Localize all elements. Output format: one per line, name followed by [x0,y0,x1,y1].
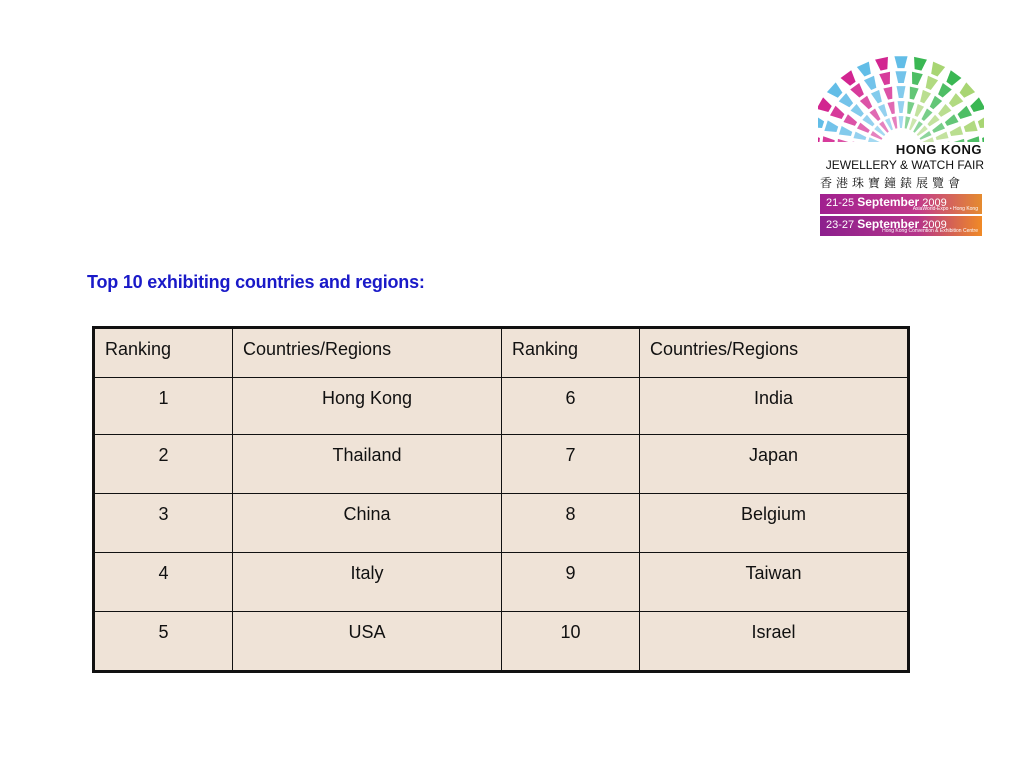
country-cell: USA [233,612,502,672]
fan-ray-segment [945,114,959,126]
country-cell: Israel [640,612,909,672]
fan-ray-segment [897,86,906,98]
rank-cell: 7 [502,435,640,494]
country-cell: Hong Kong [233,378,502,435]
country-cell: China [233,494,502,553]
date-band-2 [820,216,982,236]
fan-ray-segment [982,134,984,142]
fair-logo [818,42,984,238]
fan-ray-segment [930,96,942,110]
band2-venue: Hong Kong Convention & Exhibition Centre [882,228,978,234]
fan-ray-segment [839,93,853,107]
country-cell: Japan [640,435,909,494]
fan-graphic [818,42,984,142]
fan-ray-segment [869,108,880,121]
table-row [94,553,909,612]
fan-ray-segment [920,90,931,104]
fan-ray-segment [864,76,876,90]
fan-ray-segment [905,116,911,128]
country-cell: Italy [233,553,502,612]
band2-year: 2009 [922,219,947,231]
rank-cell: 10 [502,612,640,672]
band1-dates: 21-25 [826,197,855,209]
rank-cell: 6 [502,378,640,435]
header-countries: Countries/Regions [233,328,502,378]
fan-ray-segment [949,93,963,107]
header-ranking: Ranking [502,328,640,378]
fan-ray-segment [895,71,906,83]
fan-ray-segment [950,126,963,136]
fan-ray-segment [878,104,887,117]
band1-year: 2009 [922,197,947,209]
fan-ray-segment [958,106,972,119]
fan-ray-segment [932,123,945,133]
fan-ray-segment [883,87,892,100]
fan-ray-segment [857,123,870,133]
fan-ray-segment [899,116,904,128]
fan-ray-segment [841,70,856,85]
country-cell: Belgium [640,494,909,553]
rank-cell: 8 [502,494,640,553]
country-cell: Taiwan [640,553,909,612]
table-row [94,435,909,494]
fan-ray-segment [938,83,952,98]
fan-ray-segment [978,115,984,128]
fan-ray-segment [914,57,927,71]
header-countries: Countries/Regions [640,328,909,378]
fan-ray-segment [894,56,907,68]
fan-ray-segment [927,115,939,127]
fan-ray-segment [824,120,838,132]
fan-ray-segment [851,104,864,117]
logo-chinese-name: 香港珠寶鐘錶展覽會 [820,176,965,190]
fan-ray-segment [931,62,945,77]
table-row [94,612,909,672]
fan-ray-segment [912,72,923,85]
fan-ray-segment [818,134,820,142]
fan-ray-segment [850,83,864,98]
fan-ray-segment [843,114,857,126]
fan-ray-segment [892,116,898,128]
fan-ray-segment [926,76,938,90]
country-cell: India [640,378,909,435]
fan-ray-segment [907,101,914,114]
band2-dates: 23-27 [826,219,855,231]
date-band-1 [820,194,982,214]
rank-cell: 3 [94,494,233,553]
band2-month: September [857,217,920,231]
country-cell: Thailand [233,435,502,494]
fan-ray-segment [910,87,919,100]
fan-ray-segment [915,104,924,117]
rank-cell: 9 [502,553,640,612]
table-row [94,494,909,553]
fan-ray-segment [898,101,905,113]
page-heading: Top 10 exhibiting countries and regions: [87,272,425,292]
rank-cell: 4 [94,553,233,612]
table-header-row [94,328,909,378]
fan-ray-segment [960,82,976,97]
fan-ray-segment [818,115,824,128]
fan-ray-segment [887,101,894,114]
rank-cell: 5 [94,612,233,672]
logo-fair-name: JEWELLERY & WATCH FAIR [825,158,984,172]
fan-ray-segment [862,115,874,127]
fan-ray-segment [875,57,888,71]
fan-ray-segment [818,97,832,112]
fan-ray-segment [946,70,961,85]
logo-hong-kong: HONG KONG [895,142,982,157]
fan-ray-segment [879,72,890,85]
fan-ray-segment [938,104,951,117]
rank-cell: 2 [94,435,233,494]
ranking-table [92,326,910,673]
fan-ray-segment [970,97,984,112]
fan-ray-segment [964,120,978,132]
fan-ray-segment [830,106,844,119]
fan-ray-segment [853,132,866,140]
band1-venue: AsiaWorld-Expo • Hong Kong [912,206,978,212]
fan-ray-segment [827,82,843,97]
table-row [94,378,909,435]
rank-cell: 1 [94,378,233,435]
fan-ray-segment [839,126,852,136]
fan-ray-segment [857,62,871,77]
fan-ray-segment [860,96,872,110]
fan-ray-segment [936,132,949,140]
fan-ray-segment [871,90,882,104]
band1-month: September [857,195,920,209]
header-ranking: Ranking [94,328,233,378]
fan-ray-segment [921,108,932,121]
